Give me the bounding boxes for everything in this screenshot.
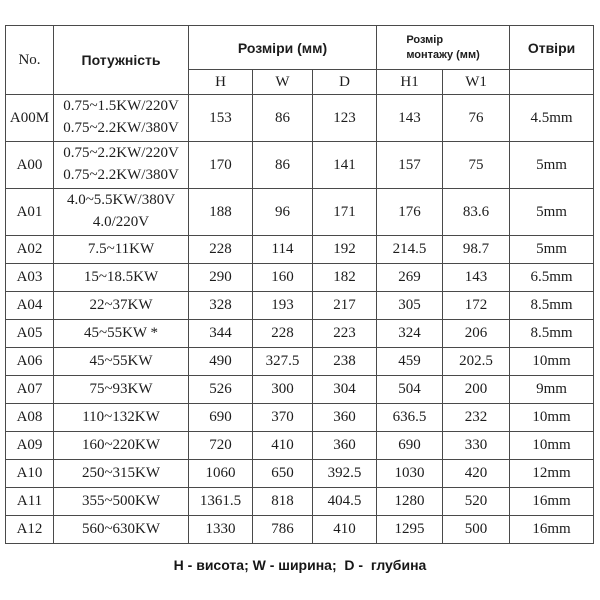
mounting-label xyxy=(406,33,479,63)
cell-no: A05 xyxy=(6,320,54,348)
table-row xyxy=(6,404,594,432)
cell-h1: 176 xyxy=(377,189,443,236)
legend-note: H - висота; W - ширина; D - глубина xyxy=(173,557,427,573)
cell-w: 86 xyxy=(253,95,313,142)
cell-h: 1060 xyxy=(189,460,253,488)
cell-w1: 143 xyxy=(443,264,510,292)
cell-h: 1361.5 xyxy=(189,488,253,516)
col-header-h: H xyxy=(189,70,253,95)
table-row xyxy=(6,292,594,320)
cell-h1: 269 xyxy=(377,264,443,292)
cell-power: 355~500KW xyxy=(54,488,189,516)
cell-no: A11 xyxy=(6,488,54,516)
cell-no: A00M xyxy=(6,95,54,142)
header-row-1 xyxy=(6,26,594,70)
cell-w1: 420 xyxy=(443,460,510,488)
cell-h: 344 xyxy=(189,320,253,348)
cell-h1: 157 xyxy=(377,142,443,189)
table-row xyxy=(6,320,594,348)
table-wrap xyxy=(5,25,594,544)
cell-d: 410 xyxy=(313,516,377,544)
cell-d: 123 xyxy=(313,95,377,142)
cell-h: 290 xyxy=(189,264,253,292)
cell-d: 360 xyxy=(313,432,377,460)
cell-w: 786 xyxy=(253,516,313,544)
cell-d: 404.5 xyxy=(313,488,377,516)
mounting-label-line1: Розмір xyxy=(406,33,444,46)
cell-h: 153 xyxy=(189,95,253,142)
cell-power: 0.75~1.5KW/220V 0.75~2.2KW/380V xyxy=(54,95,189,142)
cell-no: A04 xyxy=(6,292,54,320)
cell-no: A00 xyxy=(6,142,54,189)
cell-h1: 690 xyxy=(377,432,443,460)
cell-power: 15~18.5KW xyxy=(54,264,189,292)
cell-w: 228 xyxy=(253,320,313,348)
cell-w: 160 xyxy=(253,264,313,292)
cell-h1: 1030 xyxy=(377,460,443,488)
cell-h1: 305 xyxy=(377,292,443,320)
table-row xyxy=(6,142,594,189)
cell-h: 228 xyxy=(189,236,253,264)
cell-w: 327.5 xyxy=(253,348,313,376)
table-body xyxy=(6,95,594,544)
cell-h: 188 xyxy=(189,189,253,236)
cell-holes: 12mm xyxy=(510,460,594,488)
table-row xyxy=(6,516,594,544)
cell-h: 490 xyxy=(189,348,253,376)
cell-w: 300 xyxy=(253,376,313,404)
col-header-mounting xyxy=(377,26,510,70)
table-row xyxy=(6,264,594,292)
cell-w: 650 xyxy=(253,460,313,488)
table-row xyxy=(6,236,594,264)
cell-w1: 330 xyxy=(443,432,510,460)
cell-w1: 98.7 xyxy=(443,236,510,264)
dimensions-table xyxy=(5,25,594,544)
cell-h: 720 xyxy=(189,432,253,460)
cell-holes: 4.5mm xyxy=(510,95,594,142)
cell-w: 818 xyxy=(253,488,313,516)
cell-w1: 200 xyxy=(443,376,510,404)
cell-d: 238 xyxy=(313,348,377,376)
cell-power: 250~315KW xyxy=(54,460,189,488)
cell-h1: 324 xyxy=(377,320,443,348)
cell-w: 86 xyxy=(253,142,313,189)
cell-holes: 6.5mm xyxy=(510,264,594,292)
cell-no: A03 xyxy=(6,264,54,292)
col-header-h1: H1 xyxy=(377,70,443,95)
cell-no: A09 xyxy=(6,432,54,460)
table-row xyxy=(6,189,594,236)
cell-power: 7.5~11KW xyxy=(54,236,189,264)
col-header-power: Потужність xyxy=(54,26,189,95)
cell-holes: 5mm xyxy=(510,236,594,264)
cell-holes: 16mm xyxy=(510,488,594,516)
col-header-holes: Отвіри xyxy=(510,26,594,70)
cell-d: 304 xyxy=(313,376,377,404)
cell-w1: 500 xyxy=(443,516,510,544)
cell-w: 410 xyxy=(253,432,313,460)
cell-w: 114 xyxy=(253,236,313,264)
cell-no: A01 xyxy=(6,189,54,236)
mounting-label-line2: монтажу (мм) xyxy=(406,48,480,61)
cell-power: 160~220KW xyxy=(54,432,189,460)
cell-no: A02 xyxy=(6,236,54,264)
cell-w1: 232 xyxy=(443,404,510,432)
cell-power: 110~132KW xyxy=(54,404,189,432)
cell-w1: 520 xyxy=(443,488,510,516)
col-header-holes-empty xyxy=(510,70,594,95)
cell-w1: 172 xyxy=(443,292,510,320)
cell-holes: 10mm xyxy=(510,348,594,376)
cell-no: A08 xyxy=(6,404,54,432)
table-row xyxy=(6,348,594,376)
cell-w: 370 xyxy=(253,404,313,432)
cell-power: 22~37KW xyxy=(54,292,189,320)
table-row xyxy=(6,376,594,404)
cell-holes: 10mm xyxy=(510,432,594,460)
cell-holes: 8.5mm xyxy=(510,292,594,320)
cell-d: 192 xyxy=(313,236,377,264)
cell-d: 217 xyxy=(313,292,377,320)
cell-d: 360 xyxy=(313,404,377,432)
cell-d: 141 xyxy=(313,142,377,189)
cell-holes: 16mm xyxy=(510,516,594,544)
table-row xyxy=(6,488,594,516)
table-row xyxy=(6,95,594,142)
col-header-no: No. xyxy=(6,26,54,95)
cell-w: 96 xyxy=(253,189,313,236)
cell-holes: 8.5mm xyxy=(510,320,594,348)
cell-power: 4.0~5.5KW/380V 4.0/220V xyxy=(54,189,189,236)
cell-h1: 504 xyxy=(377,376,443,404)
cell-h1: 459 xyxy=(377,348,443,376)
cell-h: 690 xyxy=(189,404,253,432)
cell-no: A10 xyxy=(6,460,54,488)
cell-w1: 206 xyxy=(443,320,510,348)
cell-h1: 1280 xyxy=(377,488,443,516)
cell-power: 45~55KW * xyxy=(54,320,189,348)
cell-holes: 5mm xyxy=(510,142,594,189)
col-header-w: W xyxy=(253,70,313,95)
cell-h: 1330 xyxy=(189,516,253,544)
cell-h1: 143 xyxy=(377,95,443,142)
cell-w: 193 xyxy=(253,292,313,320)
table-row xyxy=(6,432,594,460)
cell-d: 223 xyxy=(313,320,377,348)
cell-h1: 214.5 xyxy=(377,236,443,264)
col-header-dimensions: Розміри (мм) xyxy=(189,26,377,70)
cell-power: 560~630KW xyxy=(54,516,189,544)
cell-h: 170 xyxy=(189,142,253,189)
cell-no: A06 xyxy=(6,348,54,376)
cell-h: 328 xyxy=(189,292,253,320)
cell-h1: 1295 xyxy=(377,516,443,544)
cell-w1: 83.6 xyxy=(443,189,510,236)
col-header-d: D xyxy=(313,70,377,95)
cell-d: 392.5 xyxy=(313,460,377,488)
cell-w1: 75 xyxy=(443,142,510,189)
cell-holes: 5mm xyxy=(510,189,594,236)
cell-power: 45~55KW xyxy=(54,348,189,376)
cell-holes: 9mm xyxy=(510,376,594,404)
cell-h1: 636.5 xyxy=(377,404,443,432)
cell-no: A07 xyxy=(6,376,54,404)
cell-power: 75~93KW xyxy=(54,376,189,404)
cell-w1: 202.5 xyxy=(443,348,510,376)
cell-power: 0.75~2.2KW/220V 0.75~2.2KW/380V xyxy=(54,142,189,189)
cell-d: 182 xyxy=(313,264,377,292)
cell-holes: 10mm xyxy=(510,404,594,432)
cell-w1: 76 xyxy=(443,95,510,142)
table-row xyxy=(6,460,594,488)
cell-h: 526 xyxy=(189,376,253,404)
cell-d: 171 xyxy=(313,189,377,236)
col-header-w1: W1 xyxy=(443,70,510,95)
cell-no: A12 xyxy=(6,516,54,544)
